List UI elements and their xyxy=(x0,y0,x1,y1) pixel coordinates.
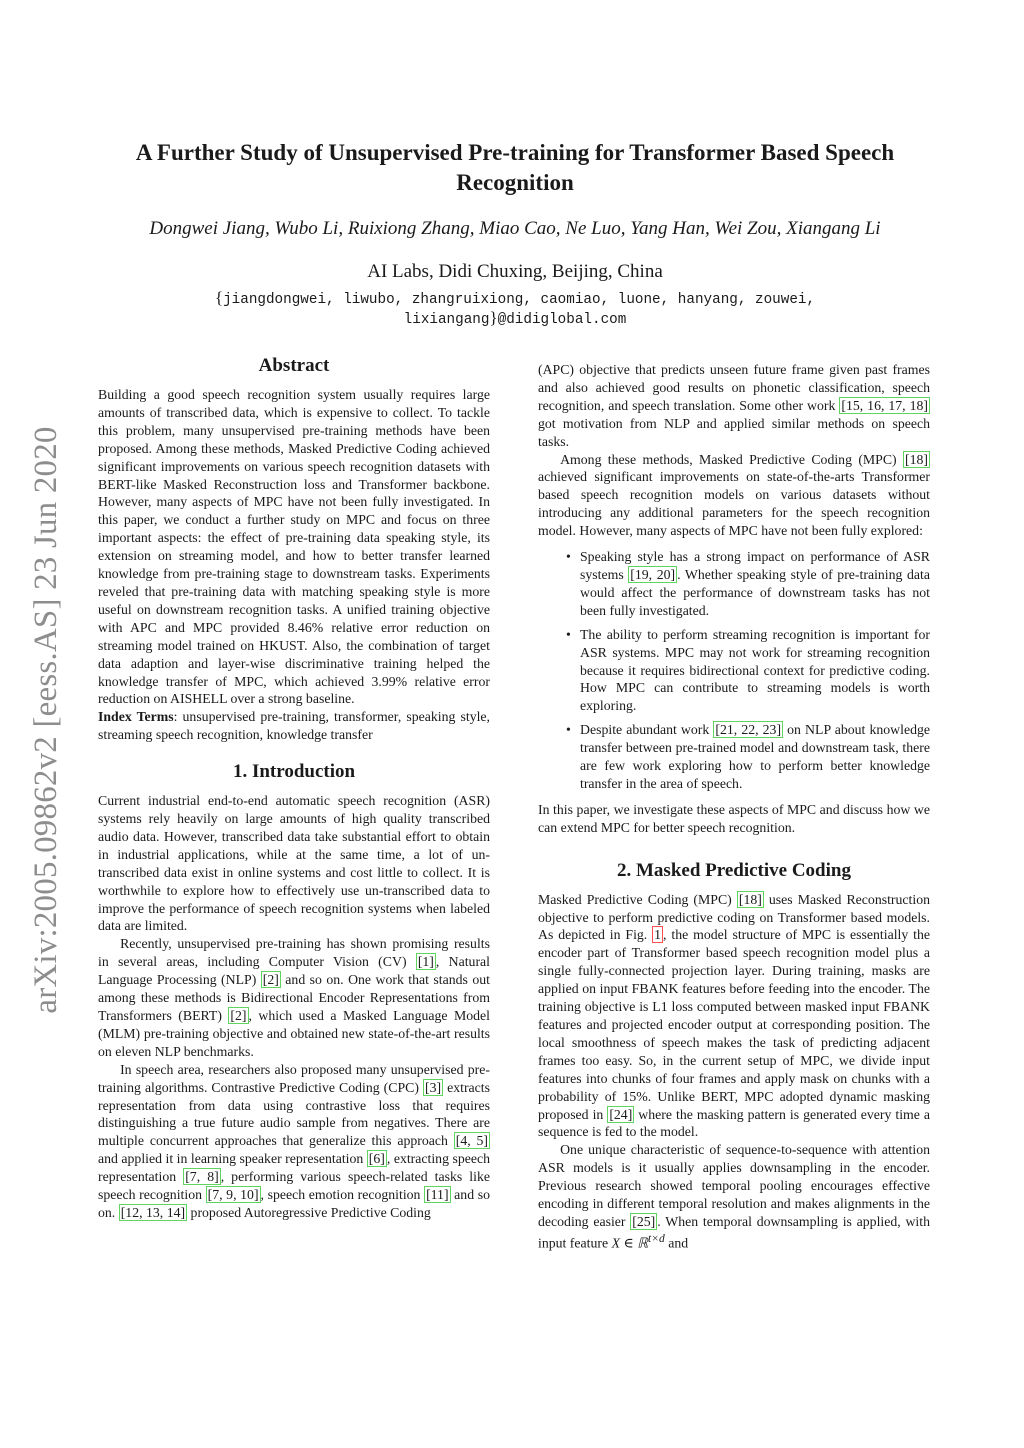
text-run: and xyxy=(664,1235,689,1251)
text-run: and applied it in learning speaker representation xyxy=(98,1151,367,1167)
text-run: Recently, unsupervised pre-training has shown promising results in several areas, including Computer Vision (CV) xyxy=(98,936,490,970)
citation-link[interactable]: [7, 9, 10] xyxy=(207,1187,259,1203)
text-run: Masked Predictive Coding (MPC) xyxy=(538,891,737,907)
citation-link[interactable]: [7, 8] xyxy=(185,1169,219,1185)
left-column xyxy=(98,354,490,1222)
intro-paragraph-2 xyxy=(98,935,490,1060)
math-superscript: t×d xyxy=(648,1232,665,1245)
citation-link[interactable]: [6] xyxy=(368,1151,385,1167)
text-run: One unique characteristic of sequence-to-sequence with attention ASR models is it usually applies downsampling in the encoder. Previous research showed temporal pooling encourages effective encoding in different temporal resolution and makes alignments in the decoding easier xyxy=(538,1142,930,1229)
text-run: , Natural Language Processing (NLP) xyxy=(98,954,490,988)
arxiv-identifier: arXiv:2005.09862v2 [eess.AS] 23 Jun 2020 xyxy=(28,426,64,1014)
abstract-heading: Abstract xyxy=(258,355,330,376)
right-paragraph-2 xyxy=(538,451,930,541)
citation-link[interactable]: [21, 22, 23] xyxy=(715,722,782,738)
text-run: . When temporal downsampling is applied, with input feature xyxy=(538,1213,930,1251)
email-list xyxy=(150,289,880,329)
text-run: Despite abundant work xyxy=(580,722,714,738)
text-run: (APC) objective that predicts unseen future frame given past frames and also achieved good results on phonetic classification, speech recognition, and speech translation. Some other work xyxy=(538,362,930,413)
text-run: Among these methods, Masked Predictive Coding (MPC) xyxy=(560,451,903,467)
right-column xyxy=(538,361,930,1252)
citation-link[interactable]: [4, 5] xyxy=(455,1133,489,1149)
citation-link[interactable]: [2] xyxy=(262,972,279,988)
intro-paragraph-3 xyxy=(98,1061,490,1222)
affiliation: AI Labs, Didi Chuxing, Beijing, China xyxy=(367,261,663,282)
text-run: got motivation from NLP and applied similar methods on speech tasks. xyxy=(538,415,930,449)
intro-heading: 1. Introduction xyxy=(232,761,356,783)
open-brace: { xyxy=(214,288,224,307)
text-run: where the masking pattern is generated every time a sequence is fed to the model. xyxy=(538,1106,930,1140)
text-run: proposed Autoregressive Predictive Coding xyxy=(187,1204,431,1220)
math-expression: X ∈ ℝ xyxy=(611,1235,649,1251)
text-run: and so on. xyxy=(98,1187,490,1220)
index-terms-text: : unsupervised pre-training, transformer, speaking style, streaming speech recognition, knowledge transfer xyxy=(98,709,490,743)
citation-link[interactable]: [24] xyxy=(609,1106,633,1122)
text-run: , performing various speech-related tasks like speech recognition xyxy=(98,1169,490,1203)
text-run: uses Masked Reconstruction objective to perform predictive coding on Transformer based models. As depicted in Fig. xyxy=(538,891,931,943)
text-run: and so on. One work that stands out among these methods is Bidirectional Encoder Representations from Transformers (BERT) xyxy=(98,972,490,1023)
citation-link[interactable]: [11] xyxy=(426,1187,449,1203)
right-paragraph-1 xyxy=(538,361,930,451)
intro-paragraph-1: Current industrial end-to-end automatic speech recognition (ASR) systems rely heavily on large amounts of high quality transcribed audio data. However, transcribed data take substantial effort to obtain in industrial applications, while at the same time, a lot of un-transcribed data exist in online systems and cost little to collect. It is worthwhile to explore how to effectively use un-transcribed data to improve the performance of speech recognition systems when labeled data are limited. xyxy=(98,793,490,934)
citation-link[interactable]: [15, 16, 17, 18] xyxy=(841,397,928,413)
text-run: The ability to perform streaming recognition is important for ASR systems. MPC may not work for streaming recognition because it requires bidirectional context for predictive coding. How MPC can contribute to streaming models is worth exploring. xyxy=(580,626,930,714)
text-run: on NLP about knowledge transfer between pre-trained model and downstream task, there are few work exploring how to perform better knowledge transfer in the area of speech. xyxy=(580,722,930,791)
text-run: In speech area, researchers also proposed many unsupervised pre-training algorithms. Contrastive Predictive Coding (CPC) xyxy=(98,1061,490,1095)
figure-reference-link[interactable]: 1 xyxy=(654,927,662,943)
list-item xyxy=(580,721,930,793)
index-terms xyxy=(98,708,490,744)
section-2-heading: 2. Masked Predictive Coding xyxy=(617,859,851,881)
text-run: , which used a Masked Language Model (MLM) pre-training objective and obtained new state-of-the-art results on eleven NLP benchmarks. xyxy=(98,1008,490,1059)
text-run: , speech emotion recognition xyxy=(260,1187,425,1203)
mpc-paragraph-1 xyxy=(538,891,930,1142)
right-paragraph-3: In this paper, we investigate these aspects of MPC and discuss how we can extend MPC for better speech recognition. xyxy=(538,801,930,835)
email-domain: @didiglobal.com xyxy=(497,312,627,328)
citation-link[interactable]: [19, 20] xyxy=(630,566,676,582)
paper-title: A Further Study of Unsupervised Pre-training for Transformer Based Speech Recognition xyxy=(135,140,895,195)
text-run: extracts representation from data using contrastive loss that requires distinguishing a true future audio sample from negatives. There are multiple concurrent approaches that generalize this approach xyxy=(98,1079,490,1149)
text-run: , the model structure of MPC is essentially the encoder part of Transformer based speech recognition model plus a single fully-connected projection layer. During training, masks are applied on input FBANK features before feeding into the encoder. The training objective is L1 loss computed between masked input FBANK features and projected encoder output at corresponding position. The local smoothness of speech makes the task of predicting adjacent frames too easy. So, in the current setup of MPC, we divide input features into chunks of four frames and apply mask on chunks with a probability of 15%. Unlike BERT, MPC adopted dynamic masking proposed in xyxy=(538,927,930,1122)
citation-link[interactable]: [3] xyxy=(424,1079,442,1095)
author-list: Dongwei Jiang, Wubo Li, Ruixiong Zhang, Miao Cao, Ne Luo, Yang Han, Wei Zou, Xiangang Li xyxy=(149,218,881,239)
index-terms-label: Index Terms xyxy=(98,709,174,725)
list-item xyxy=(580,548,930,620)
text-run: Speaking style has a strong impact on performance of ASR systems xyxy=(580,549,930,582)
citation-link[interactable]: [1] xyxy=(417,954,434,970)
email-names: jiangdongwei, liwubo, zhangruixiong, caomiao, luone, hanyang, zouwei, lixiangang xyxy=(223,292,816,328)
text-run: , extracting speech representation xyxy=(98,1151,491,1185)
citation-link[interactable]: [12, 13, 14] xyxy=(120,1204,186,1220)
mpc-paragraph-2 xyxy=(538,1141,930,1252)
abstract-text: Building a good speech recognition system usually requires large amounts of transcribed data, which is expensive to collect. To tackle this problem, many unsupervised pre-training methods have been proposed. Among these methods, Masked Predictive Coding achieved significant improvements on various speech recognition datasets with BERT-like Masked Reconstruction loss and Transformer backbone. However, many aspects of MPC have not been fully investigated. In this paper, we conduct a further study on MPC and focus on three important aspects: the effect of pre-training data speaking style, its extension on streaming model, and how to better transfer learned knowledge from pre-training stage to downstream tasks. Experiments reveled that pre-training data with matching speaking style is more useful on downstream recognition tasks. A unified training objective with APC and MPC provided 8.46% relative error reduction on streaming model trained on HKUST. Also, the combination of target data adaption and layer-wise discriminative training helped the knowledge transfer of MPC, which achieved 3.99% relative error reduction on AISHELL over a strong baseline. xyxy=(98,387,490,707)
citation-link[interactable]: [25] xyxy=(632,1213,656,1229)
aspects-list xyxy=(538,548,930,793)
citation-link[interactable]: [18] xyxy=(738,891,762,907)
citation-link[interactable]: [2] xyxy=(230,1008,247,1023)
text-run: achieved significant improvements on state-of-the-arts Transformer based speech recognition models on various datasets without introducing any additional parameters for the speech recognition model. However, many aspects of MPC have not been fully explored: xyxy=(538,469,930,539)
close-brace: } xyxy=(489,308,498,327)
list-item xyxy=(580,626,930,716)
text-run: . Whether speaking style of pre-training data would affect the performance of downstream tasks has not been fully investigated. xyxy=(580,566,930,618)
citation-link[interactable]: [18] xyxy=(905,451,928,467)
